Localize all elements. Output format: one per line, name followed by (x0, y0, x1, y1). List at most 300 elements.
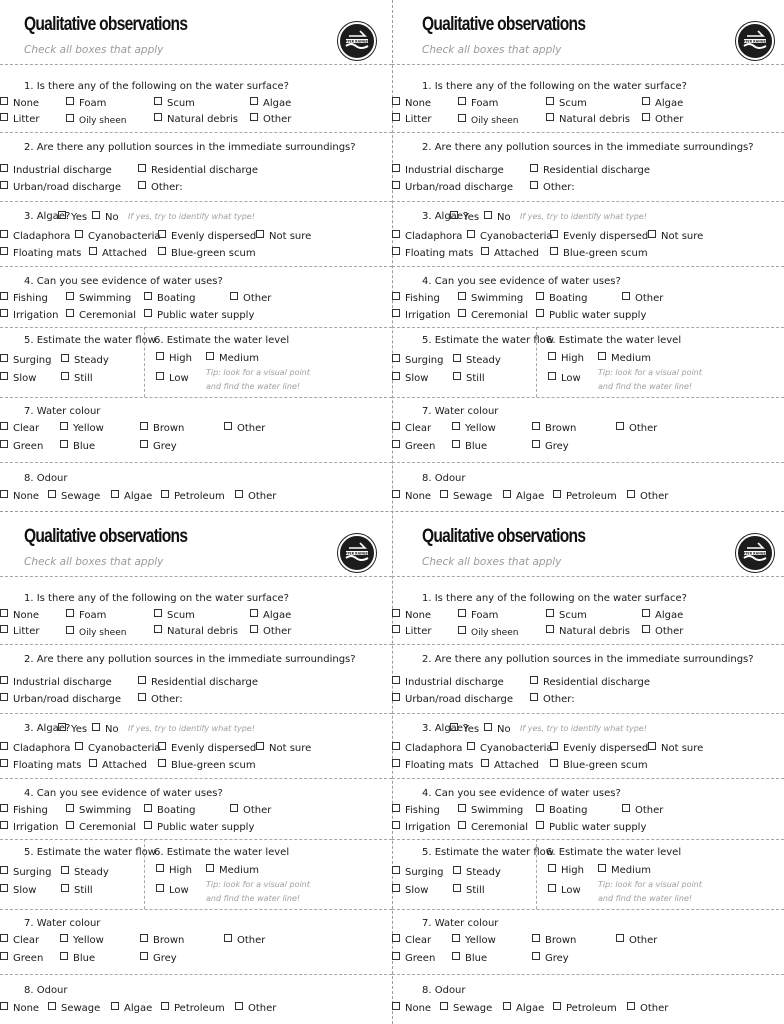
checkbox-square[interactable] (235, 490, 243, 498)
checkbox-square[interactable] (392, 372, 400, 380)
checkbox-ceremonial[interactable] (66, 821, 136, 833)
checkbox-square[interactable] (89, 759, 97, 767)
checkbox-surging[interactable] (392, 866, 443, 878)
checkbox-not-sure[interactable] (648, 742, 703, 754)
checkbox-square[interactable] (642, 97, 650, 105)
checkbox-natural-debris[interactable] (546, 625, 630, 637)
checkbox-square[interactable] (503, 490, 511, 498)
checkbox-none[interactable] (0, 609, 39, 621)
checkbox-slow[interactable] (392, 372, 428, 384)
checkbox-square[interactable] (156, 884, 164, 892)
checkbox-square[interactable] (158, 742, 166, 750)
checkbox-square[interactable] (553, 490, 561, 498)
checkbox-square[interactable] (392, 1002, 400, 1010)
checkbox-high[interactable] (156, 352, 192, 364)
checkbox-low[interactable] (548, 372, 581, 384)
checkbox-square[interactable] (392, 759, 400, 767)
checkbox-square[interactable] (536, 821, 544, 829)
checkbox-square[interactable] (458, 114, 466, 122)
checkbox-yes[interactable] (58, 211, 87, 223)
checkbox-square[interactable] (392, 952, 400, 960)
checkbox-attached[interactable] (481, 759, 539, 771)
checkbox-ceremonial[interactable] (66, 309, 136, 321)
checkbox-square[interactable] (0, 440, 8, 448)
checkbox-urban-road-discharge[interactable] (0, 693, 121, 705)
checkbox-oily-sheen[interactable] (66, 626, 126, 638)
checkbox-square[interactable] (532, 422, 540, 430)
checkbox-square[interactable] (392, 113, 400, 121)
checkbox-still[interactable] (61, 372, 93, 384)
checkbox-blue[interactable] (60, 440, 95, 452)
checkbox-square[interactable] (532, 440, 540, 448)
checkbox-square[interactable] (536, 309, 544, 317)
checkbox-boating[interactable] (144, 292, 196, 304)
checkbox-surging[interactable] (392, 354, 443, 366)
checkbox-square[interactable] (550, 742, 558, 750)
checkbox-ceremonial[interactable] (458, 309, 528, 321)
checkbox-evenly-dispersed[interactable] (158, 742, 256, 754)
checkbox-square[interactable] (235, 1002, 243, 1010)
checkbox-blue-green-scum[interactable] (550, 759, 648, 771)
checkbox-square[interactable] (392, 354, 400, 362)
checkbox-scum[interactable] (154, 609, 195, 621)
checkbox-square[interactable] (392, 804, 400, 812)
checkbox-grey[interactable] (532, 440, 569, 452)
checkbox-yellow[interactable] (452, 934, 496, 946)
checkbox-square[interactable] (392, 181, 400, 189)
checkbox-square[interactable] (392, 292, 400, 300)
checkbox-square[interactable] (60, 934, 68, 942)
checkbox-other[interactable] (235, 1002, 276, 1014)
checkbox-square[interactable] (392, 821, 400, 829)
checkbox-square[interactable] (0, 113, 8, 121)
checkbox-oily-sheen[interactable] (458, 626, 518, 638)
checkbox-square[interactable] (0, 804, 8, 812)
checkbox-algae[interactable] (250, 609, 291, 621)
checkbox-square[interactable] (89, 247, 97, 255)
checkbox-grey[interactable] (140, 440, 177, 452)
checkbox-floating-mats[interactable] (0, 247, 81, 259)
checkbox-square[interactable] (392, 866, 400, 874)
checkbox-square[interactable] (450, 723, 458, 731)
checkbox-square[interactable] (530, 181, 538, 189)
checkbox-square[interactable] (0, 609, 8, 617)
checkbox-square[interactable] (60, 422, 68, 430)
checkbox-algae[interactable] (111, 1002, 152, 1014)
checkbox-square[interactable] (156, 864, 164, 872)
checkbox-square[interactable] (536, 292, 544, 300)
checkbox-natural-debris[interactable] (546, 113, 630, 125)
checkbox-square[interactable] (250, 609, 258, 617)
checkbox-square[interactable] (642, 609, 650, 617)
checkbox-square[interactable] (467, 230, 475, 238)
checkbox-square[interactable] (66, 292, 74, 300)
checkbox-urban-road-discharge[interactable] (392, 693, 513, 705)
checkbox-algae[interactable] (250, 97, 291, 109)
checkbox-square[interactable] (66, 626, 74, 634)
checkbox-slow[interactable] (0, 884, 36, 896)
checkbox-none[interactable] (0, 97, 39, 109)
checkbox-square[interactable] (140, 440, 148, 448)
checkbox-evenly-dispersed[interactable] (550, 742, 648, 754)
checkbox-square[interactable] (546, 609, 554, 617)
checkbox-high[interactable] (548, 864, 584, 876)
checkbox-square[interactable] (484, 211, 492, 219)
checkbox-blue[interactable] (452, 440, 487, 452)
checkbox-square[interactable] (154, 609, 162, 617)
checkbox-square[interactable] (66, 97, 74, 105)
checkbox-square[interactable] (598, 864, 606, 872)
checkbox-not-sure[interactable] (648, 230, 703, 242)
checkbox-square[interactable] (458, 309, 466, 317)
checkbox-blue[interactable] (60, 952, 95, 964)
checkbox-square[interactable] (550, 759, 558, 767)
checkbox-other[interactable] (530, 181, 575, 193)
checkbox-square[interactable] (392, 490, 400, 498)
checkbox-none[interactable] (0, 490, 39, 502)
checkbox-square[interactable] (392, 884, 400, 892)
checkbox-square[interactable] (0, 422, 8, 430)
checkbox-urban-road-discharge[interactable] (392, 181, 513, 193)
checkbox-medium[interactable] (206, 352, 259, 364)
checkbox-square[interactable] (48, 490, 56, 498)
checkbox-square[interactable] (144, 821, 152, 829)
checkbox-square[interactable] (66, 804, 74, 812)
checkbox-square[interactable] (0, 676, 8, 684)
checkbox-square[interactable] (158, 247, 166, 255)
checkbox-square[interactable] (75, 742, 83, 750)
checkbox-none[interactable] (392, 1002, 431, 1014)
checkbox-square[interactable] (642, 113, 650, 121)
checkbox-cyanobacteria[interactable] (467, 742, 553, 754)
checkbox-square[interactable] (61, 372, 69, 380)
checkbox-square[interactable] (481, 247, 489, 255)
checkbox-high[interactable] (548, 352, 584, 364)
checkbox-attached[interactable] (481, 247, 539, 259)
checkbox-square[interactable] (616, 934, 624, 942)
checkbox-cladaphora[interactable] (392, 230, 462, 242)
checkbox-square[interactable] (0, 821, 8, 829)
checkbox-square[interactable] (0, 164, 8, 172)
checkbox-cladaphora[interactable] (0, 742, 70, 754)
checkbox-square[interactable] (144, 309, 152, 317)
checkbox-square[interactable] (0, 742, 8, 750)
checkbox-square[interactable] (392, 164, 400, 172)
checkbox-square[interactable] (0, 309, 8, 317)
checkbox-algae[interactable] (642, 97, 683, 109)
checkbox-square[interactable] (392, 230, 400, 238)
checkbox-industrial-discharge[interactable] (392, 676, 504, 688)
checkbox-square[interactable] (548, 884, 556, 892)
checkbox-square[interactable] (92, 211, 100, 219)
checkbox-cyanobacteria[interactable] (467, 230, 553, 242)
checkbox-square[interactable] (530, 693, 538, 701)
checkbox-square[interactable] (0, 759, 8, 767)
checkbox-square[interactable] (392, 609, 400, 617)
checkbox-natural-debris[interactable] (154, 113, 238, 125)
checkbox-attached[interactable] (89, 759, 147, 771)
checkbox-clear[interactable] (0, 934, 39, 946)
checkbox-blue[interactable] (452, 952, 487, 964)
checkbox-residential-discharge[interactable] (530, 676, 650, 688)
checkbox-evenly-dispersed[interactable] (158, 230, 256, 242)
checkbox-slow[interactable] (0, 372, 36, 384)
checkbox-square[interactable] (154, 113, 162, 121)
checkbox-other[interactable] (642, 113, 683, 125)
checkbox-brown[interactable] (532, 934, 576, 946)
checkbox-other[interactable] (224, 934, 265, 946)
checkbox-swimming[interactable] (458, 292, 523, 304)
checkbox-square[interactable] (66, 609, 74, 617)
checkbox-square[interactable] (61, 866, 69, 874)
checkbox-square[interactable] (0, 372, 8, 380)
checkbox-other[interactable] (250, 625, 291, 637)
checkbox-slow[interactable] (392, 884, 428, 896)
checkbox-low[interactable] (156, 372, 189, 384)
checkbox-square[interactable] (140, 934, 148, 942)
checkbox-square[interactable] (0, 693, 8, 701)
checkbox-surging[interactable] (0, 866, 51, 878)
checkbox-green[interactable] (0, 440, 43, 452)
checkbox-fishing[interactable] (0, 292, 48, 304)
checkbox-swimming[interactable] (458, 804, 523, 816)
checkbox-other[interactable] (642, 625, 683, 637)
checkbox-no[interactable] (484, 211, 511, 223)
checkbox-not-sure[interactable] (256, 230, 311, 242)
checkbox-medium[interactable] (598, 864, 651, 876)
checkbox-square[interactable] (75, 230, 83, 238)
checkbox-foam[interactable] (66, 609, 106, 621)
checkbox-square[interactable] (158, 230, 166, 238)
checkbox-square[interactable] (0, 292, 8, 300)
checkbox-oily-sheen[interactable] (66, 114, 126, 126)
checkbox-square[interactable] (154, 97, 162, 105)
checkbox-square[interactable] (206, 352, 214, 360)
checkbox-medium[interactable] (598, 352, 651, 364)
checkbox-square[interactable] (440, 1002, 448, 1010)
checkbox-square[interactable] (144, 292, 152, 300)
checkbox-residential-discharge[interactable] (530, 164, 650, 176)
checkbox-square[interactable] (546, 113, 554, 121)
checkbox-litter[interactable] (0, 625, 39, 637)
checkbox-square[interactable] (546, 625, 554, 633)
checkbox-yes[interactable] (58, 723, 87, 735)
checkbox-square[interactable] (392, 693, 400, 701)
checkbox-green[interactable] (392, 952, 435, 964)
checkbox-square[interactable] (453, 354, 461, 362)
checkbox-clear[interactable] (392, 422, 431, 434)
checkbox-square[interactable] (453, 372, 461, 380)
checkbox-low[interactable] (156, 884, 189, 896)
checkbox-yellow[interactable] (452, 422, 496, 434)
checkbox-square[interactable] (140, 952, 148, 960)
checkbox-residential-discharge[interactable] (138, 676, 258, 688)
checkbox-square[interactable] (392, 625, 400, 633)
checkbox-floating-mats[interactable] (392, 247, 473, 259)
checkbox-square[interactable] (111, 490, 119, 498)
checkbox-yes[interactable] (450, 211, 479, 223)
checkbox-square[interactable] (256, 742, 264, 750)
checkbox-still[interactable] (61, 884, 93, 896)
checkbox-square[interactable] (616, 422, 624, 430)
checkbox-clear[interactable] (0, 422, 39, 434)
checkbox-fishing[interactable] (392, 292, 440, 304)
checkbox-square[interactable] (161, 490, 169, 498)
checkbox-still[interactable] (453, 884, 485, 896)
checkbox-clear[interactable] (392, 934, 431, 946)
checkbox-yellow[interactable] (60, 934, 104, 946)
checkbox-square[interactable] (250, 625, 258, 633)
checkbox-no[interactable] (484, 723, 511, 735)
checkbox-litter[interactable] (392, 113, 431, 125)
checkbox-other[interactable] (138, 181, 183, 193)
checkbox-square[interactable] (536, 804, 544, 812)
checkbox-square[interactable] (206, 864, 214, 872)
checkbox-square[interactable] (453, 884, 461, 892)
checkbox-other[interactable] (230, 804, 271, 816)
checkbox-steady[interactable] (61, 866, 109, 878)
checkbox-square[interactable] (48, 1002, 56, 1010)
checkbox-petroleum[interactable] (161, 1002, 225, 1014)
checkbox-square[interactable] (458, 97, 466, 105)
checkbox-square[interactable] (648, 230, 656, 238)
checkbox-yellow[interactable] (60, 422, 104, 434)
checkbox-square[interactable] (224, 934, 232, 942)
checkbox-square[interactable] (58, 211, 66, 219)
checkbox-square[interactable] (250, 113, 258, 121)
checkbox-petroleum[interactable] (553, 490, 617, 502)
checkbox-square[interactable] (598, 352, 606, 360)
checkbox-square[interactable] (61, 354, 69, 362)
checkbox-swimming[interactable] (66, 804, 131, 816)
checkbox-petroleum[interactable] (161, 490, 225, 502)
checkbox-attached[interactable] (89, 247, 147, 259)
checkbox-square[interactable] (642, 625, 650, 633)
checkbox-irrigation[interactable] (392, 821, 450, 833)
checkbox-ceremonial[interactable] (458, 821, 528, 833)
checkbox-square[interactable] (484, 723, 492, 731)
checkbox-square[interactable] (66, 309, 74, 317)
checkbox-square[interactable] (0, 625, 8, 633)
checkbox-square[interactable] (224, 422, 232, 430)
checkbox-oily-sheen[interactable] (458, 114, 518, 126)
checkbox-square[interactable] (154, 625, 162, 633)
checkbox-brown[interactable] (140, 422, 184, 434)
checkbox-public-water-supply[interactable] (144, 309, 254, 321)
checkbox-brown[interactable] (532, 422, 576, 434)
checkbox-square[interactable] (532, 952, 540, 960)
checkbox-square[interactable] (550, 230, 558, 238)
checkbox-grey[interactable] (140, 952, 177, 964)
checkbox-yes[interactable] (450, 723, 479, 735)
checkbox-foam[interactable] (458, 97, 498, 109)
checkbox-blue-green-scum[interactable] (550, 247, 648, 259)
checkbox-square[interactable] (0, 181, 8, 189)
checkbox-still[interactable] (453, 372, 485, 384)
checkbox-square[interactable] (156, 372, 164, 380)
checkbox-square[interactable] (156, 352, 164, 360)
checkbox-other[interactable] (530, 693, 575, 705)
checkbox-blue-green-scum[interactable] (158, 759, 256, 771)
checkbox-square[interactable] (467, 742, 475, 750)
checkbox-public-water-supply[interactable] (144, 821, 254, 833)
checkbox-sewage[interactable] (48, 490, 100, 502)
checkbox-public-water-supply[interactable] (536, 821, 646, 833)
checkbox-square[interactable] (392, 676, 400, 684)
checkbox-square[interactable] (58, 723, 66, 731)
checkbox-square[interactable] (138, 676, 146, 684)
checkbox-medium[interactable] (206, 864, 259, 876)
checkbox-floating-mats[interactable] (392, 759, 473, 771)
checkbox-square[interactable] (622, 804, 630, 812)
checkbox-square[interactable] (0, 490, 8, 498)
checkbox-no[interactable] (92, 723, 119, 735)
checkbox-other[interactable] (230, 292, 271, 304)
checkbox-square[interactable] (230, 292, 238, 300)
checkbox-other[interactable] (622, 804, 663, 816)
checkbox-green[interactable] (392, 440, 435, 452)
checkbox-square[interactable] (0, 97, 8, 105)
checkbox-sewage[interactable] (48, 1002, 100, 1014)
checkbox-square[interactable] (256, 230, 264, 238)
checkbox-square[interactable] (452, 952, 460, 960)
checkbox-square[interactable] (548, 372, 556, 380)
checkbox-square[interactable] (440, 490, 448, 498)
checkbox-fishing[interactable] (392, 804, 440, 816)
checkbox-square[interactable] (546, 97, 554, 105)
checkbox-square[interactable] (450, 211, 458, 219)
checkbox-other[interactable] (627, 1002, 668, 1014)
checkbox-irrigation[interactable] (392, 309, 450, 321)
checkbox-industrial-discharge[interactable] (0, 676, 112, 688)
checkbox-square[interactable] (0, 934, 8, 942)
checkbox-square[interactable] (648, 742, 656, 750)
checkbox-square[interactable] (92, 723, 100, 731)
checkbox-none[interactable] (392, 609, 431, 621)
checkbox-scum[interactable] (546, 97, 587, 109)
checkbox-square[interactable] (622, 292, 630, 300)
checkbox-square[interactable] (452, 422, 460, 430)
checkbox-irrigation[interactable] (0, 309, 58, 321)
checkbox-square[interactable] (392, 742, 400, 750)
checkbox-square[interactable] (548, 352, 556, 360)
checkbox-litter[interactable] (0, 113, 39, 125)
checkbox-no[interactable] (92, 211, 119, 223)
checkbox-none[interactable] (0, 1002, 39, 1014)
checkbox-boating[interactable] (536, 292, 588, 304)
checkbox-cyanobacteria[interactable] (75, 230, 161, 242)
checkbox-steady[interactable] (61, 354, 109, 366)
checkbox-other[interactable] (622, 292, 663, 304)
checkbox-evenly-dispersed[interactable] (550, 230, 648, 242)
checkbox-square[interactable] (140, 422, 148, 430)
checkbox-square[interactable] (250, 97, 258, 105)
checkbox-brown[interactable] (140, 934, 184, 946)
checkbox-cladaphora[interactable] (392, 742, 462, 754)
checkbox-low[interactable] (548, 884, 581, 896)
checkbox-swimming[interactable] (66, 292, 131, 304)
checkbox-none[interactable] (392, 97, 431, 109)
checkbox-other[interactable] (250, 113, 291, 125)
checkbox-grey[interactable] (532, 952, 569, 964)
checkbox-cyanobacteria[interactable] (75, 742, 161, 754)
checkbox-steady[interactable] (453, 354, 501, 366)
checkbox-algae[interactable] (111, 490, 152, 502)
checkbox-algae[interactable] (503, 490, 544, 502)
checkbox-surging[interactable] (0, 354, 51, 366)
checkbox-boating[interactable] (144, 804, 196, 816)
checkbox-square[interactable] (503, 1002, 511, 1010)
